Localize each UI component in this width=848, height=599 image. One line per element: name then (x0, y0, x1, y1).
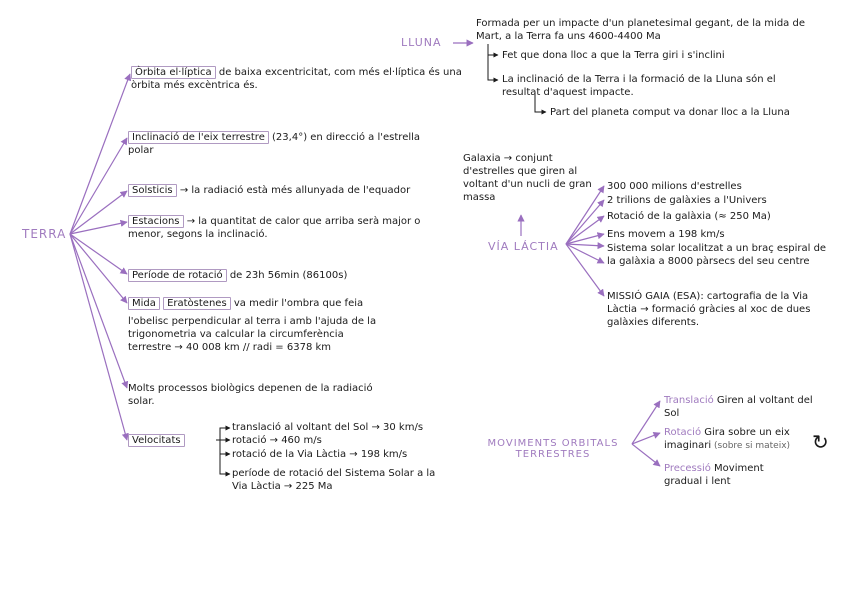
arrow-via-3 (566, 216, 604, 244)
via-item-4: Ens movem a 198 km/s (607, 229, 725, 240)
solsticis-note (128, 184, 458, 197)
via-item-3: Rotació de la galàxia (≈ 250 Ma) (607, 211, 771, 222)
via-item-1: 300 000 milions d'estrelles (607, 181, 742, 192)
rotacio-subnote: (sobre si mateix) (711, 441, 791, 451)
precessio-note (664, 462, 804, 488)
lluna-sub-2: La inclinació de la Terra i la formació de la Lluna són el resultat d'aquest impacte. (502, 74, 776, 98)
mida-text-2: l'obelisc perpendicular al terra i amb l'ajuda de la trigonometria va calcular la circumferència (128, 316, 377, 340)
velocitats-box: Velocitats (128, 434, 185, 447)
arrow-translacio (632, 401, 660, 444)
periode-box: Període de rotació (128, 269, 227, 282)
rotation-arrow-icon: ↻ (812, 430, 829, 454)
orbita-note (131, 66, 476, 92)
lluna-sub-3: Part del planeta comput va donar lloc a la Lluna (550, 107, 790, 118)
via-item-5: Sistema solar localitzat a un braç espiral de la galàxia a 8000 pàrsecs del seu centre (607, 243, 827, 267)
arrow-to-orbita (70, 74, 130, 234)
moviments-title-line-1: MOVIMENTS ORBITALS (487, 438, 619, 449)
estacions-text: → la quantitat de calor que arriba serà major o menor, segons la inclinació. (128, 216, 421, 240)
via-lactia-title: VÍA LÁCTIA (488, 240, 559, 253)
via-item-2: 2 trilions de galàxies a l'Univers (607, 195, 767, 206)
orbita-box: Òrbita el·líptica (131, 66, 216, 79)
terra-title: TERRA (22, 227, 67, 241)
velocitat-item-3: rotació de la Via Làctia → 198 km/s (232, 449, 408, 460)
eratostenes-box: Eratòstenes (163, 297, 231, 310)
arrow-to-processos (70, 234, 127, 388)
estacions-note (128, 215, 458, 241)
periode-text: de 23h 56min (86100s) (226, 270, 348, 281)
arrow-via-5 (566, 244, 604, 246)
lluna-line-1: Formada per un impacte d'un planetesimal gegant, de la mida de Mart, a la Terra fa uns 4600-4400 Ma (476, 18, 805, 42)
estacions-box: Estacions (128, 215, 184, 228)
rotacio-text: Gira sobre un eix imaginari (664, 427, 790, 451)
precessio-text: Moviment gradual i lent (664, 463, 764, 487)
inclinacio-text: (23,4°) en direcció a l'estrella polar (128, 132, 421, 156)
precessio-label: Precessió (664, 463, 711, 474)
arrow-to-inclinacio (70, 138, 127, 234)
mida-note (128, 297, 438, 354)
velocitat-item-1: translació al voltant del Sol → 30 km/s (232, 422, 424, 433)
periode-note (128, 269, 458, 282)
vel-arrow-4 (220, 454, 230, 474)
lluna-sub-1: Fet que dona lloc a que la Terra giri i s'inclini (502, 50, 725, 61)
rotacio-note (664, 426, 814, 453)
arrow-via-2 (566, 200, 604, 244)
solsticis-text: → la radiació està més allunyada de l'equador (176, 185, 411, 196)
gaia-note: MISSIÓ GAIA (ESA): cartografia de la Via Làctia → formació gràcies al xoc de dues galàxies diferents. (607, 291, 811, 328)
velocitat-item-4: període de rotació del Sistema Solar a la Via Làctia → 225 Ma (232, 468, 436, 492)
solsticis-box: Solsticis (128, 184, 177, 197)
mida-text-1: va medir l'ombra que feia (230, 298, 364, 309)
galaxia-note: Galaxia → conjunt d'estrelles que giren al voltant d'un nucli de gran massa (463, 153, 592, 203)
lluna-arrow-1 (488, 44, 498, 55)
velocitats-note (128, 434, 228, 447)
lluna-title: LLUNA (401, 36, 442, 49)
mida-box: Mida (128, 297, 160, 310)
translacio-label: Translació (664, 395, 714, 406)
processos-note: Molts processos biològics depenen de la radiació solar. (128, 383, 373, 407)
velocitat-item-2: rotació → 460 m/s (232, 435, 322, 446)
inclinacio-box: Inclinació de l'eix terrestre (128, 131, 269, 144)
arrow-via-7 (566, 244, 604, 296)
rotacio-label: Rotació (664, 427, 702, 438)
mida-text-3: terrestre → 40 008 km // radi = 6378 km (128, 342, 332, 353)
arrow-precessio (632, 444, 660, 466)
lluna-arrow-2 (488, 55, 498, 80)
inclinacio-note (128, 131, 428, 157)
moviments-title (478, 438, 628, 460)
moviments-title-line-2: TERRESTRES (515, 449, 591, 460)
translacio-text: Giren al voltant del Sol (664, 395, 813, 419)
arrow-to-velocitats (70, 234, 127, 440)
arrow-via-6 (566, 244, 604, 263)
translacio-note (664, 394, 814, 420)
orbita-text: de baixa excentricitat, com més el·líptica és una òrbita més excèntrica és. (131, 67, 462, 91)
